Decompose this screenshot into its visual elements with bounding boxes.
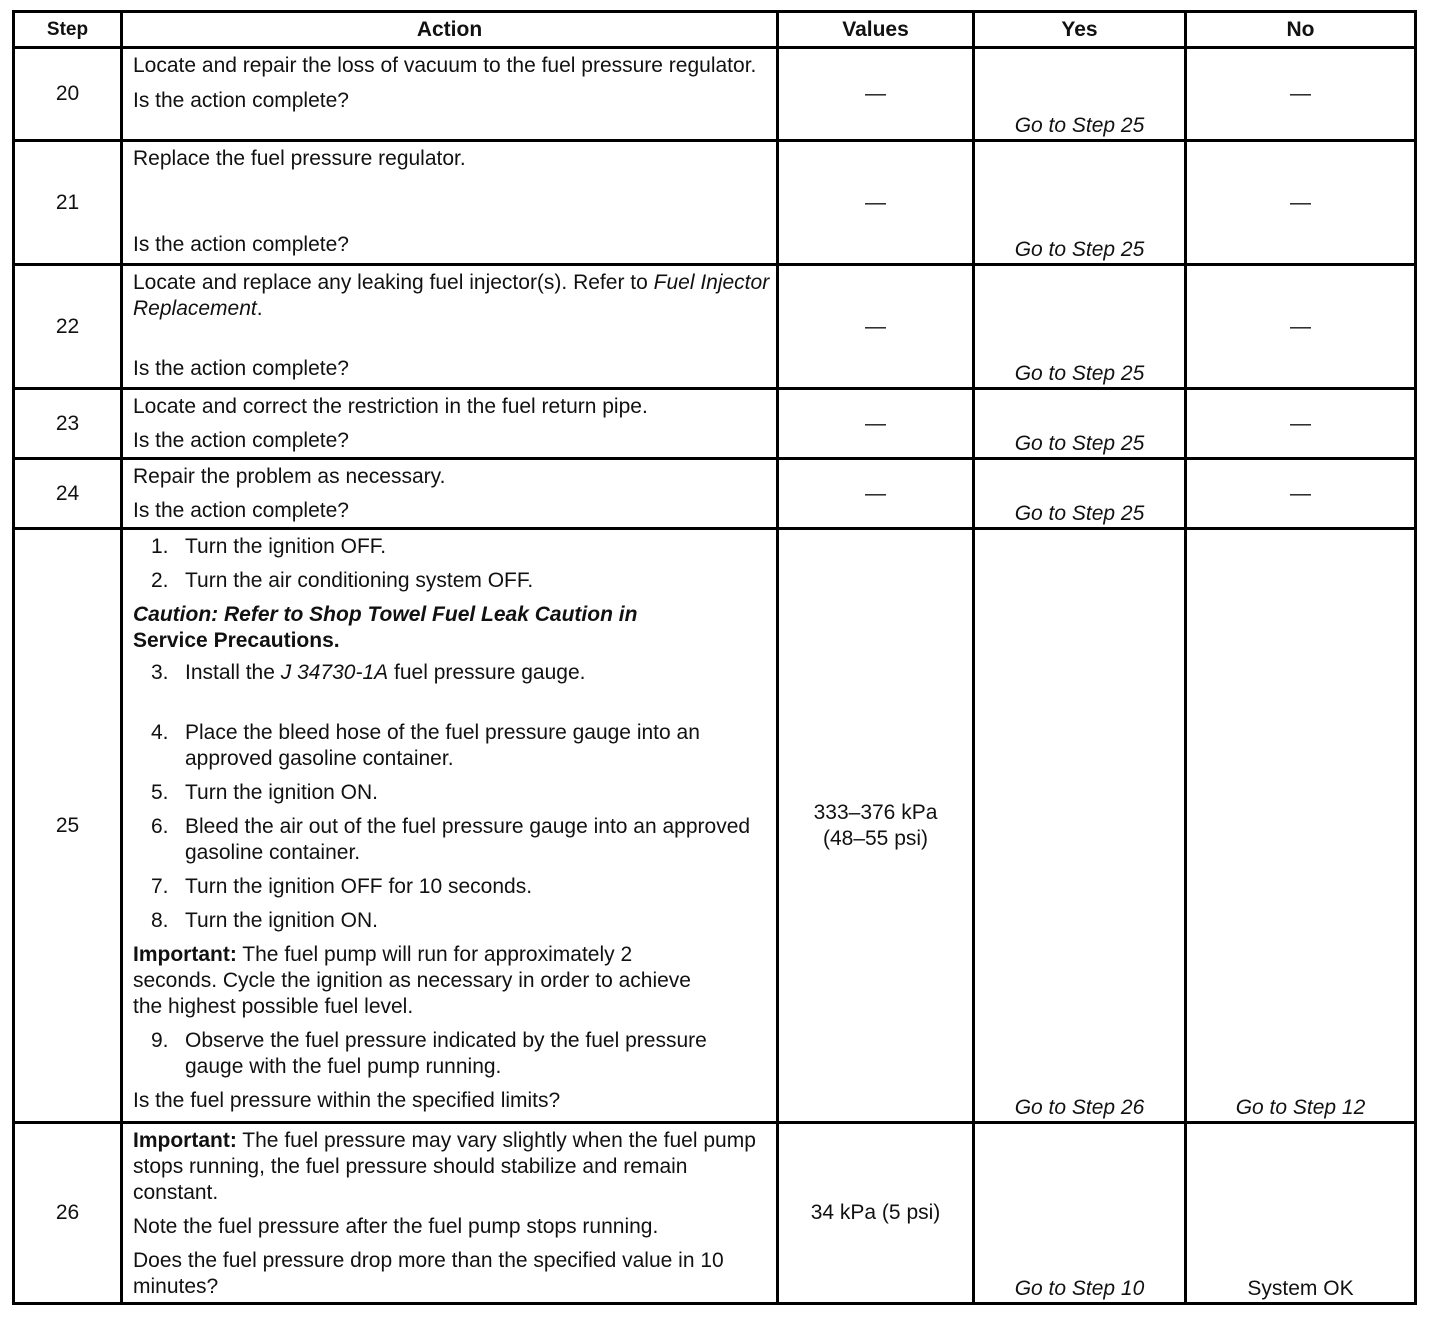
yes-cell [974, 459, 1186, 529]
no-cell [1186, 389, 1416, 459]
step-number: 22 [14, 265, 122, 389]
table-row-step-25 [14, 529, 1416, 1123]
list-item [151, 814, 770, 866]
list-number: 6. [151, 815, 169, 838]
no-cell [1186, 1123, 1416, 1304]
values-line-1: 333–376 kPa [813, 800, 938, 824]
list-text: Turn the ignition OFF for 10 seconds. [185, 875, 533, 898]
yes-link[interactable]: Go to Step 25 [1014, 502, 1145, 525]
values-text: — [865, 190, 886, 214]
important-label: Important: [133, 1129, 237, 1152]
no-cell [1186, 141, 1416, 265]
yes-cell [974, 265, 1186, 389]
action-question: Is the action complete? [133, 429, 349, 452]
action-reference-link[interactable]: Fuel Injector Replacement [133, 271, 770, 320]
caution-reference-link[interactable]: Service Precautions. [133, 629, 340, 652]
action-cell [122, 1123, 778, 1304]
values-text: — [865, 82, 886, 105]
values-cell [778, 141, 974, 265]
important-text: The fuel pump will run for approximately 2 seconds. Cycle the ignition as necessary in order to achieve the highest possible fuel level. [133, 943, 691, 1018]
yes-link[interactable]: Go to Step 25 [1014, 114, 1145, 137]
list-text: Turn the ignition OFF. [185, 535, 387, 558]
table-row-step-21 [14, 141, 1416, 265]
important-label: Important: [133, 943, 237, 966]
list-item [151, 568, 770, 594]
values-line-2: (48–55 psi) [822, 826, 929, 850]
note-text: Note the fuel pressure after the fuel pump stops running. [133, 1215, 659, 1238]
action-question: Does the fuel pressure drop more than the specified value in 10 minutes? [133, 1249, 724, 1298]
action-text: Locate and repair the loss of vacuum to the fuel pressure regulator. [133, 54, 757, 77]
action-cell [122, 48, 778, 141]
no-text: — [1290, 190, 1311, 214]
header-step: Step [14, 12, 122, 48]
no-text: — [1290, 82, 1311, 105]
values-cell [778, 1123, 974, 1304]
list-number: 1. [151, 535, 169, 558]
list-number: 4. [151, 721, 169, 744]
header-values: Values [778, 12, 974, 48]
table-row-step-23 [14, 389, 1416, 459]
yes-cell [974, 1123, 1186, 1304]
header-no: No [1186, 12, 1416, 48]
action-question: Is the fuel pressure within the specified limits? [133, 1089, 561, 1112]
no-text: — [1290, 481, 1311, 505]
list-item [151, 1028, 770, 1080]
action-text [133, 270, 770, 322]
caution-note [133, 602, 770, 654]
step-number: 20 [14, 48, 122, 141]
list-text: Observe the fuel pressure indicated by the fuel pressure gauge with the fuel pump running. [185, 1029, 707, 1078]
list-text-start: Install the [185, 661, 275, 684]
list-number: 7. [151, 875, 169, 898]
list-number: 2. [151, 569, 169, 592]
list-item [151, 908, 770, 934]
no-cell [1186, 265, 1416, 389]
list-text: Turn the air conditioning system OFF. [185, 569, 534, 592]
step-number: 23 [14, 389, 122, 459]
list-text: Place the bleed hose of the fuel pressure gauge into an approved gasoline container. [185, 721, 700, 770]
list-text: Turn the ignition ON. [185, 909, 378, 932]
yes-cell [974, 529, 1186, 1123]
yes-cell [974, 48, 1186, 141]
list-item [151, 660, 770, 686]
no-text: — [1290, 314, 1311, 338]
list-item [151, 720, 770, 772]
important-text: The fuel pressure may vary slightly when the fuel pump stops running, the fuel pressure should stabilize and remain constant. [133, 1129, 756, 1204]
step-number: 25 [14, 529, 122, 1123]
action-cell [122, 265, 778, 389]
list-item [151, 780, 770, 806]
list-item [151, 874, 770, 900]
action-cell [122, 141, 778, 265]
action-cell [122, 459, 778, 529]
action-question: Is the action complete? [133, 233, 349, 256]
table-row-step-20 [14, 48, 1416, 141]
list-number: 5. [151, 781, 169, 804]
list-number: 8. [151, 909, 169, 932]
tool-number: J 34730-1A [280, 661, 389, 684]
list-text-end: fuel pressure gauge. [394, 661, 586, 684]
no-cell [1186, 529, 1416, 1123]
action-cell [122, 529, 778, 1123]
step-number: 26 [14, 1123, 122, 1304]
yes-link[interactable]: Go to Step 25 [1014, 238, 1145, 261]
table-row-step-24 [14, 459, 1416, 529]
values-cell [778, 389, 974, 459]
values-cell [778, 459, 974, 529]
values-cell [778, 529, 974, 1123]
values-text: 34 kPa (5 psi) [810, 1201, 941, 1224]
values-text: — [865, 314, 886, 338]
important-note [133, 1128, 770, 1206]
yes-cell [974, 389, 1186, 459]
yes-link[interactable]: Go to Step 25 [1014, 432, 1145, 455]
action-question: Is the action complete? [133, 89, 349, 112]
no-text: System OK [1247, 1277, 1354, 1300]
values-text: — [865, 411, 886, 435]
yes-link[interactable]: Go to Step 10 [1014, 1277, 1145, 1300]
header-yes: Yes [974, 12, 1186, 48]
header-action: Action [122, 12, 778, 48]
no-link[interactable]: Go to Step 12 [1235, 1096, 1366, 1119]
values-cell [778, 265, 974, 389]
action-text: Replace the fuel pressure regulator. [133, 147, 466, 170]
yes-cell [974, 141, 1186, 265]
action-text: Repair the problem as necessary. [133, 465, 446, 488]
list-text: Bleed the air out of the fuel pressure gauge into an approved gasoline container. [185, 815, 751, 864]
no-cell [1186, 48, 1416, 141]
values-cell [778, 48, 974, 141]
action-text-start: Locate and replace any leaking fuel injector(s). Refer to [133, 271, 648, 294]
diagnostic-table [12, 10, 1417, 1305]
values-text: — [865, 481, 886, 505]
list-number: 9. [151, 1029, 169, 1052]
table-row-step-26 [14, 1123, 1416, 1304]
action-question: Is the action complete? [133, 499, 349, 522]
step-number: 21 [14, 141, 122, 265]
action-cell [122, 389, 778, 459]
action-text: Locate and correct the restriction in the fuel return pipe. [133, 395, 648, 418]
list-number: 3. [151, 661, 169, 684]
list-item [151, 534, 770, 560]
diagnostic-table-page [12, 10, 1414, 1305]
yes-link[interactable]: Go to Step 25 [1014, 362, 1145, 385]
yes-link[interactable]: Go to Step 26 [1014, 1096, 1145, 1119]
no-cell [1186, 459, 1416, 529]
caution-text: Caution: Refer to Shop Towel Fuel Leak Caution in [133, 603, 638, 626]
table-row-step-22 [14, 265, 1416, 389]
no-text: — [1290, 411, 1311, 435]
list-text: Turn the ignition ON. [185, 781, 378, 804]
action-question: Is the action complete? [133, 357, 349, 380]
important-note [133, 942, 770, 1020]
step-number: 24 [14, 459, 122, 529]
action-text-end: . [256, 297, 263, 320]
header-row [14, 12, 1416, 48]
